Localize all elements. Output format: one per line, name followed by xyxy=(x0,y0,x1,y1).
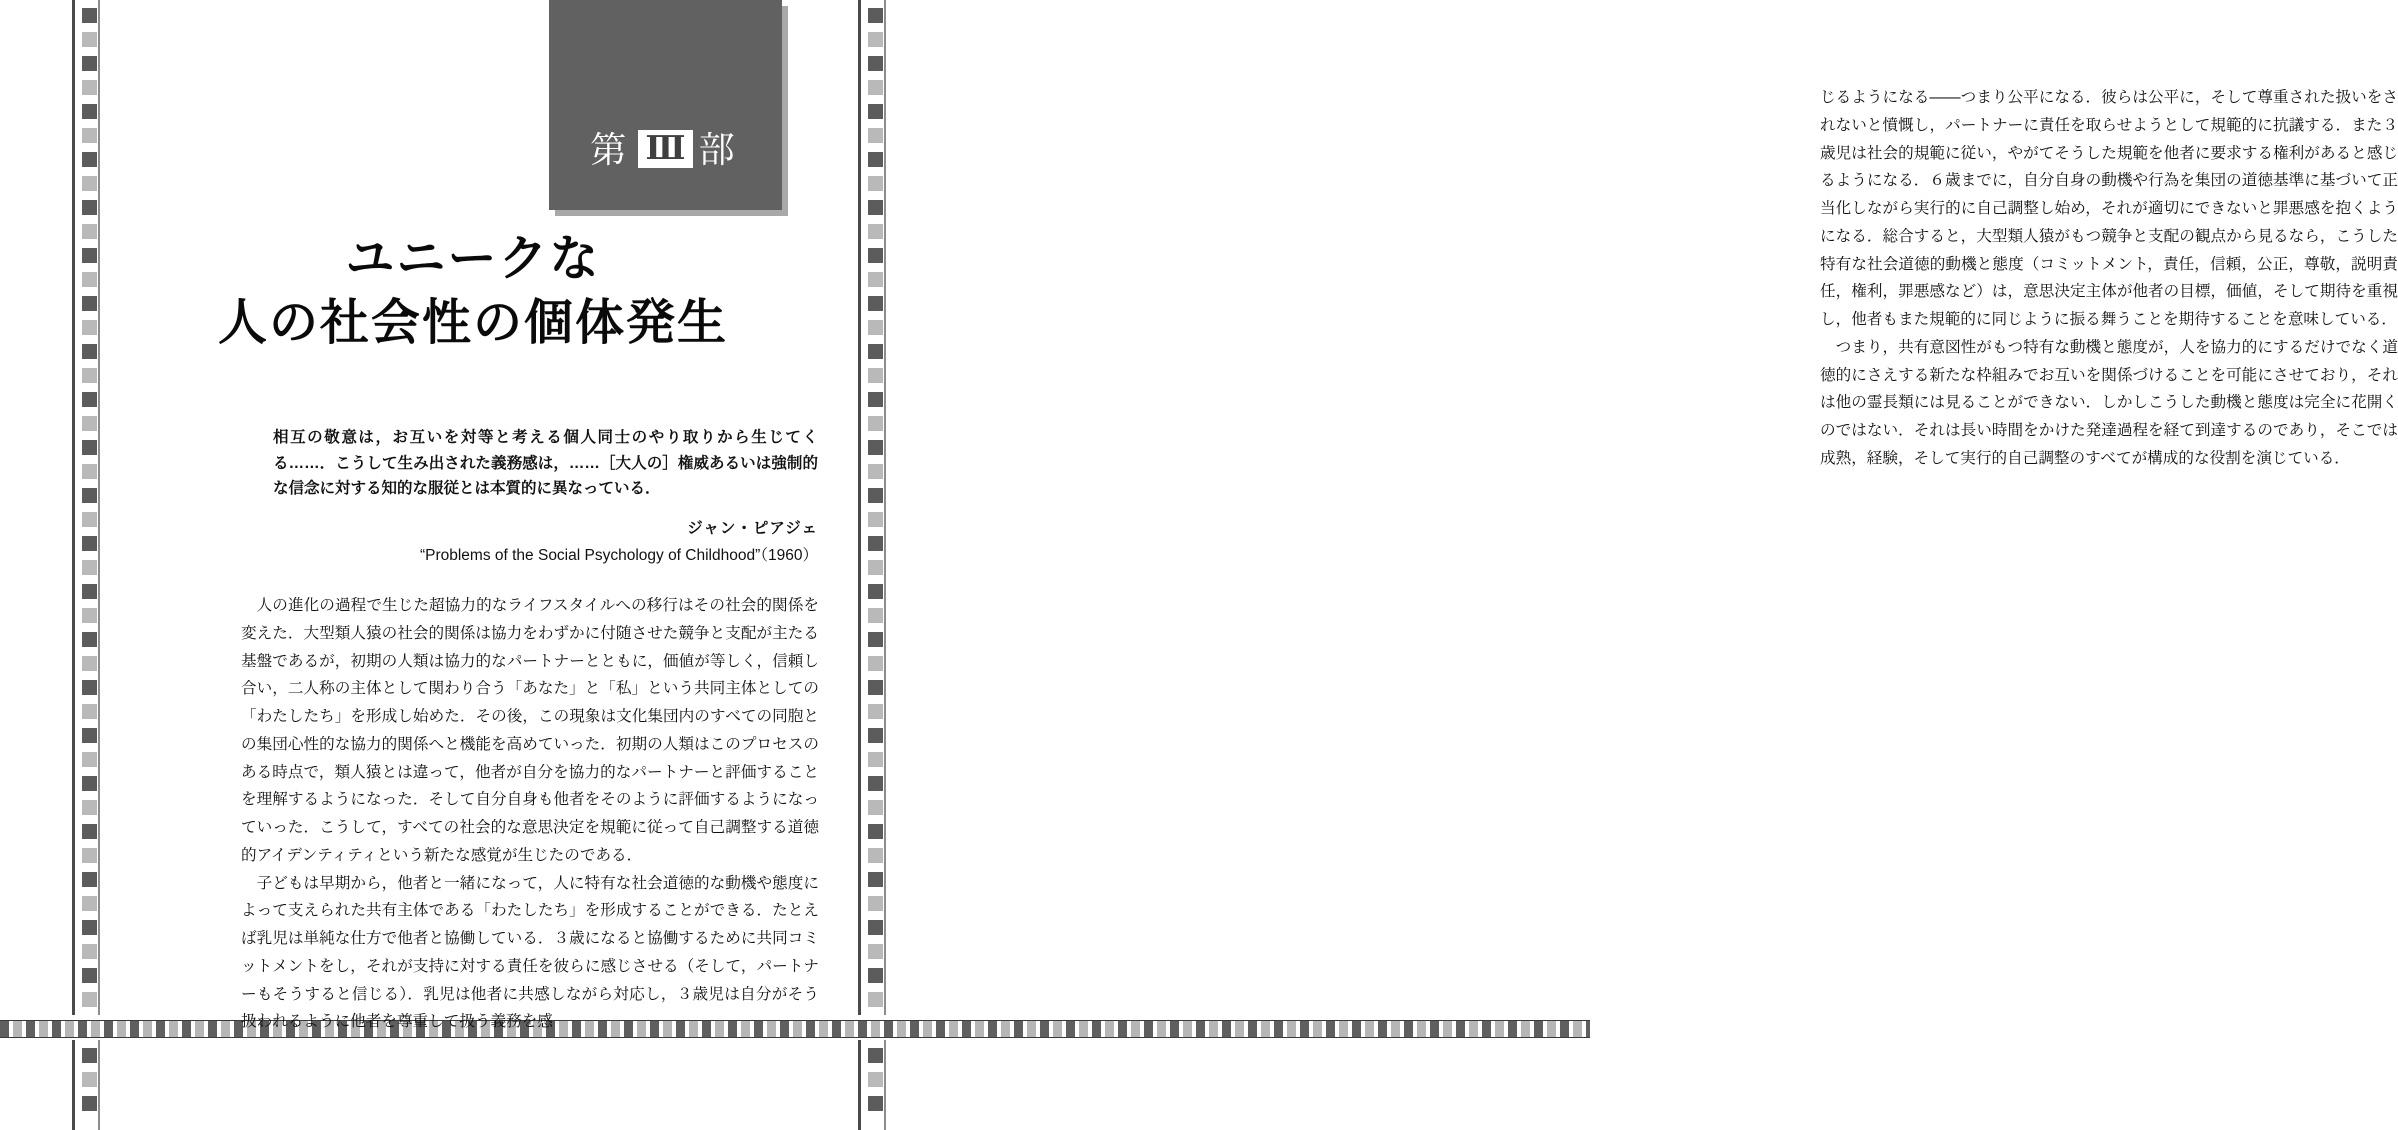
perforation-hole xyxy=(868,536,883,551)
perforation-hole xyxy=(82,872,97,887)
perforation-hole xyxy=(82,584,97,599)
perforation-hole xyxy=(868,464,883,479)
perforation-hole xyxy=(868,752,883,767)
paragraph: 子どもは早期から，他者と一緒になって，人に特有な社会道徳的な動機や態度によって支えられた共有主体である「わたしたち」を形成することができる．たとえば乳児は単純な仕方で他者と協働している．３歳になると協働するために共同コミットメントをし，それが支持に対する責任を彼らに感じさせる（そして，パートナーもそうすると信じる）．乳児は他者に共感しながら対応し，３歳児は自分がそう扱われるように他者を尊重して扱う義務を感 xyxy=(241,874,819,1031)
perforation-hole xyxy=(868,320,883,335)
perforation-hole xyxy=(82,488,97,503)
perforation-hole xyxy=(82,848,97,863)
perforation-hole xyxy=(868,440,883,455)
perforation-hole xyxy=(82,176,97,191)
perforation-hole xyxy=(868,872,883,887)
perforation-hole xyxy=(868,944,883,959)
right-perforation-strip xyxy=(858,0,886,1015)
perforation-hole xyxy=(868,920,883,935)
left-page xyxy=(103,0,843,1031)
perforation-hole xyxy=(82,296,97,311)
perforation-hole xyxy=(868,800,883,815)
epigraph-author: ジャン・ピアジェ xyxy=(687,520,818,537)
title-line-1: ユニークな xyxy=(345,232,601,286)
perforation-hole xyxy=(868,152,883,167)
perforation-hole xyxy=(868,608,883,623)
epigraph-work: “Problems of the Social Psychology of Childhood”（1960） xyxy=(419,547,818,565)
epigraph-text: 相互の敬意は，お互いを対等と考える個人同士のやり取りから生じてくる……．こうして生み出された義務感は，……［大人の］権威あるいは強制的な信念に対する知的な服従とは本質的に異なっている． xyxy=(273,429,818,498)
perforation-hole xyxy=(82,368,97,383)
perforation-hole xyxy=(82,416,97,431)
perforation-hole xyxy=(82,344,97,359)
perforation-hole xyxy=(868,584,883,599)
right-perforation-strip-lower xyxy=(858,1040,886,1130)
perforation-hole xyxy=(868,488,883,503)
perforation-hole xyxy=(82,536,97,551)
perforation-hole xyxy=(868,296,883,311)
perforation-hole xyxy=(868,32,883,47)
perforation-hole xyxy=(868,896,883,911)
perforation-hole xyxy=(82,224,97,239)
perforation-hole xyxy=(82,152,97,167)
perforation-hole xyxy=(868,128,883,143)
part-banner-text xyxy=(549,122,782,173)
perforation-hole xyxy=(868,248,883,263)
perforation-hole xyxy=(82,104,97,119)
perforation-hole xyxy=(82,608,97,623)
perforation-hole xyxy=(82,1072,97,1087)
page-title xyxy=(143,228,803,355)
perforation-hole xyxy=(82,632,97,647)
perforation-hole xyxy=(82,512,97,527)
perforation-hole xyxy=(82,56,97,71)
perforation-hole xyxy=(868,680,883,695)
perforation-hole xyxy=(82,272,97,287)
paragraph: 人の進化の過程で生じた超協力的なライフスタイルへの移行はその社会的関係を変えた．大型類人猿の社会的関係は協力をわずかに付随させた競争と支配が主たる基盤であるが，初期の人類は協力的なパートナーとともに，価値が等しく，信頼し合い，二人称の主体として関わり合う「あなた」と「私」という共同主体としての「わたしたち」を形成し始めた．その後，この現象は文化集団内のすべての同胞との集団心性的な協力的関係へと機能を高めていった．初期の人類はこのプロセスのある時点で，類人猿とは違って，他者が自分を協力的なパートナーと評価することを理解するようになった．そして自分自身も他者をそのように評価するようになっていった．こうして，すべての社会的な意思決定を規範に従って自己調整する道徳的アイデンティティという新たな感覚が生じたのである． xyxy=(241,597,819,864)
perforation-hole xyxy=(868,776,883,791)
perforation-hole xyxy=(82,776,97,791)
title-line-2: 人の社会性の個体発生 xyxy=(217,295,728,350)
part-banner xyxy=(549,0,782,210)
perforation-hole xyxy=(82,992,97,1007)
perforation-hole xyxy=(82,320,97,335)
right-page xyxy=(889,0,2398,1015)
perforation-hole xyxy=(82,128,97,143)
perforation-hole xyxy=(82,392,97,407)
perforation-hole xyxy=(868,176,883,191)
perforation-hole xyxy=(82,920,97,935)
paragraph: つまり，共有意図性がもつ特有な動機と態度が，人を協力的にするだけでなく道徳的にさえする新たな枠組みでお互いを関係づけることを可能にさせており，それは他の霊長類には見ることができない．しかしこうした動機と態度は完全に花開くのではない．それは長い時間をかけた発達過程を経て到達するのであり，そこでは成熟，経験，そして実行的自己調整のすべてが構成的な役割を演じている． xyxy=(1820,338,2398,467)
perforation-hole xyxy=(868,992,883,1007)
perforation-hole xyxy=(82,440,97,455)
perforation-hole xyxy=(868,1048,883,1063)
part-number: Ⅲ xyxy=(638,130,692,168)
perforation-hole xyxy=(868,824,883,839)
perforation-hole xyxy=(82,704,97,719)
perforation-hole xyxy=(868,416,883,431)
perforation-hole xyxy=(868,560,883,575)
perforation-hole xyxy=(868,80,883,95)
perforation-hole xyxy=(868,728,883,743)
perforation-hole xyxy=(82,656,97,671)
perforation-hole xyxy=(868,632,883,647)
perforation-hole xyxy=(868,200,883,215)
perforation-hole xyxy=(868,1072,883,1087)
perforation-hole xyxy=(868,704,883,719)
perforation-hole xyxy=(82,752,97,767)
perforation-hole xyxy=(82,800,97,815)
perforation-hole xyxy=(82,1048,97,1063)
perforation-hole xyxy=(82,248,97,263)
perforation-hole xyxy=(82,464,97,479)
perforation-hole xyxy=(82,32,97,47)
perforation-hole xyxy=(82,80,97,95)
perforation-hole xyxy=(868,1096,883,1111)
perforation-hole xyxy=(82,560,97,575)
perforation-hole xyxy=(868,392,883,407)
perforation-hole xyxy=(868,368,883,383)
epigraph-source xyxy=(273,515,818,569)
perforation-hole xyxy=(82,8,97,23)
perforation-hole xyxy=(82,896,97,911)
perforation-hole xyxy=(868,104,883,119)
perforation-hole xyxy=(868,848,883,863)
perforation-hole xyxy=(82,680,97,695)
left-perforation-strip-lower xyxy=(72,1040,100,1130)
part-prefix: 第 xyxy=(590,129,633,170)
perforation-hole xyxy=(868,656,883,671)
perforation-hole xyxy=(82,1096,97,1111)
perforation-hole xyxy=(82,968,97,983)
perforation-hole xyxy=(868,512,883,527)
part-suffix: 部 xyxy=(698,129,741,170)
perforation-hole xyxy=(82,824,97,839)
left-perforation-strip xyxy=(72,0,100,1015)
perforation-hole xyxy=(82,200,97,215)
right-page-body xyxy=(1820,84,2398,473)
left-page-body xyxy=(241,592,819,1036)
perforation-hole xyxy=(868,968,883,983)
perforation-hole xyxy=(82,728,97,743)
perforation-hole xyxy=(868,272,883,287)
perforation-hole xyxy=(868,344,883,359)
perforation-hole xyxy=(868,56,883,71)
paragraph: じるようになる——つまり公平になる．彼らは公平に，そして尊重された扱いをされないと憤慨し，パートナーに責任を取らせようとして規範的に抗議する．また３歳児は社会的規範に従い，やがてそうした規範を他者に要求する権利があると感じるようになる．６歳までに，自分自身の動機や行為を集団の道徳基準に基づいて正当化しながら実行的に自己調整し始め，それが適切にできないと罪悪感を抱くようになる．総合すると，大型類人猿がもつ競争と支配の観点から見るなら，こうした特有な社会道徳的動機と態度（コミットメント，責任，信頼，公正，尊敬，説明責任，権利，罪悪感など）は，意思決定主体が他者の目標，価値，そして期待を重視し，他者もまた規範的に同じように振る舞うことを期待することを意味している． xyxy=(1820,89,2398,328)
perforation-hole xyxy=(82,944,97,959)
perforation-hole xyxy=(868,224,883,239)
perforation-hole xyxy=(868,8,883,23)
